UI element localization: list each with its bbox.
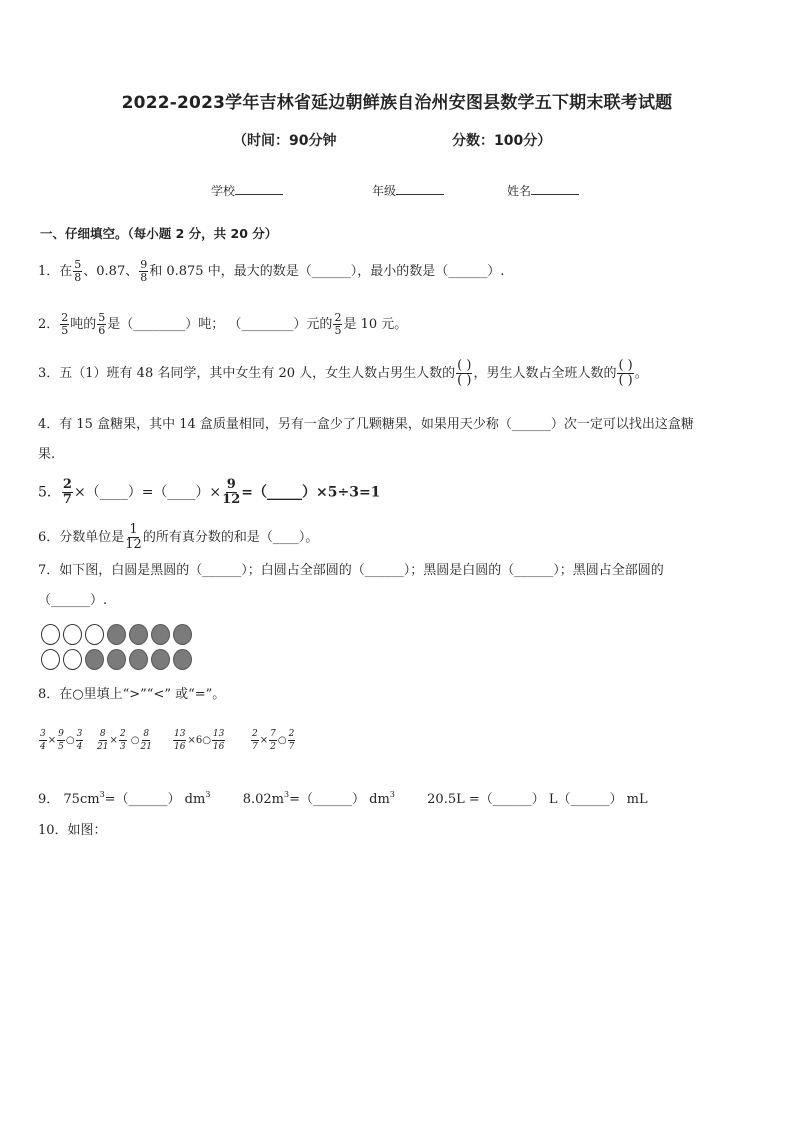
compare-item-1: $\frac{3}{4}$ × $\frac{9}{5}$ ○ $\frac{3}{4}$ [40, 729, 83, 752]
grade-field: 年级 [372, 182, 444, 199]
black-circle [173, 649, 192, 670]
question-10: 10．如图： [38, 823, 107, 838]
name-field: 姓名 [507, 182, 579, 199]
black-circle [107, 624, 126, 645]
black-circle [129, 624, 148, 645]
question-2: 2． $\frac{2}{5}$ 吨的 $\frac{5}{6}$ 是（________）吨； （________）元的 $\frac{2}{5}$ 是 10 元。 [38, 311, 408, 337]
question-3: 3．五（1）班有 48 名同学，其中女生有 20 人，女生人数占男生人数的 $\frac{( )}{( )}$ ，男生人数占全班人数的 $\frac{( )}{( )}$ 。 [38, 358, 648, 388]
question-1: 1．在 $\frac{5}{8}$ 、0.87、 $\frac{9}{8}$ 和 0.875 中，最大的数是（______），最小的数是（______）. [38, 258, 505, 284]
section-heading: 一、仔细填空。（每小题 2 分，共 20 分） [40, 226, 278, 241]
question-4-line2: 果. [38, 447, 56, 462]
question-5: 5． $\frac{2}{7}$ ×（____）=（____）× $\frac{9}{12}$ =（_____）×5÷3=1 [38, 477, 381, 507]
exam-score: 分数：100分） [452, 133, 552, 149]
question-6: 6．分数单位是 $\frac{1}{12}$ 的所有真分数的和是（____）。 [38, 522, 319, 552]
question-7-line1: 7．如下图，白圆是黑圆的（______）；白圆占全部圆的（______）；黑圆是白圆的（______）；黑圆占全部圆的 [38, 563, 664, 578]
black-circle [107, 649, 126, 670]
black-circle [151, 649, 170, 670]
compare-item-3: $\frac{13}{16}$ ×6○ $\frac{13}{16}$ [174, 729, 225, 752]
black-circle [173, 624, 192, 645]
compare-item-2: $\frac{8}{21}$ × $\frac{2}{3}$ ○ $\frac{8}{21}$ [97, 729, 152, 752]
compare-item-4: $\frac{2}{7}$ × $\frac{7}{2}$ ○ $\frac{2}{7}$ [252, 729, 295, 752]
white-circle [41, 649, 60, 670]
question-9: 9． $75cm^3=(\_\_\_\_\_\_)$ $dm^3$ $8.02m^3=(\_\_\_\_\_\_)$ $dm^3$ 20.5L =（______） L（______） mL [38, 790, 648, 807]
black-circle [129, 649, 148, 670]
school-field: 学校 [211, 182, 283, 199]
black-circle [151, 624, 170, 645]
page-title: 2022-2023学年吉林省延边朝鲜族自治州安图县数学五下期末联考试题 [121, 93, 673, 113]
question-4-line1: 4．有 15 盒糖果，其中 14 盒质量相同，另有一盒少了几颗糖果，如果用天少称（______）次一定可以找出这盒糖 [38, 417, 694, 432]
white-circle [63, 624, 82, 645]
white-circle [41, 624, 60, 645]
black-circle [85, 649, 104, 670]
question-7-line2: （______）. [38, 593, 108, 608]
exam-time: （时间：90分钟 [233, 133, 337, 149]
white-circle [63, 649, 82, 670]
white-circle [85, 624, 104, 645]
question-8: 8．在○里填上“>”“<” 或“=”。 [38, 687, 226, 702]
